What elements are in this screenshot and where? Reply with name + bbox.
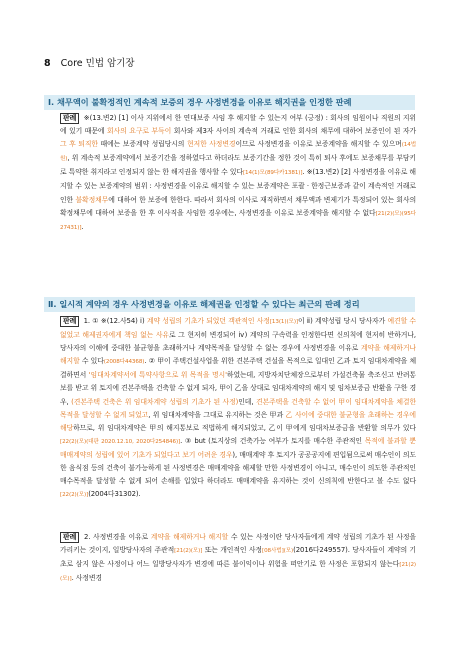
citation: [22(2)(모)] [60,492,89,499]
citation: (14법원) [60,142,417,163]
precedent-tag: 판례 [60,532,79,543]
text-segment: 1. ① ※(12.사54) ⅰ) [81,317,147,325]
text-segment: . ※(13.변2) [2] 사정변경을 이유로 해지할 수 있는 보증계약의 범위 : 사정변경을 이유로 해지할 수 있는 보증계약은 포괄 · 한정근보증과 같이 계속적인 거래로 인한 [60,168,416,204]
citation: [21(2)(모)(95다27431)] [60,210,416,231]
text-segment: 수 있다 [79,357,104,366]
text-segment: 2. 사정변경을 이유로 [81,533,151,541]
highlight: '임대차계약서에 특약사항으로 위 목적을 명시' [88,371,227,380]
precedent-tag: 판례 [60,316,79,327]
text-segment: . [81,222,84,231]
paragraph-3 [60,531,416,586]
text-segment: , 위 계속적 보증계약에서 보증기간을 정하였다고 하더라도 보증기간을 정한 것이 특히 퇴사 후에도 보증채무를 부담키로 특약한 취지라고 인정되지 않는 한 해지권을 행사할 수 있다 [60,154,416,177]
highlight: 견본주택을 건축할 수 없어 甲이 임대차계약을 체결한 목적을 달성할 수 없게 되었고 [60,397,416,419]
text-segment: 회사와 제3자 사이의 계속적 거래로 인한 회사의 채무에 대하여 보증인이 된 자가 [171,127,417,136]
citation: [14(1)모(89다카1381)] [242,170,303,177]
text-segment: 로 [168,331,179,340]
text-segment: (2016다249557). 당사자들이 계약의 기초로 삼지 않은 사정이나 어느 일방당사자가 변경에 따른 불이익이나 위험을 떠안기로 한 사정은 포함되지 않는다 [60,546,416,569]
precedent-tag: 판례 [60,113,79,124]
highlight: 회사의 요구로 부득이 [107,127,172,136]
text-segment: (2004다31302). [88,490,141,499]
page-header [44,55,135,69]
text-segment: . 사정변경 [71,574,102,583]
highlight: 乙 사이에 중대한 불균형을 초래하는 경우에 해당 [60,410,416,432]
text-segment: . ③ but (토지상의 건축가능 여부가 토지를 매수한 주관적인 [180,436,365,445]
text-segment: ※(13.변2) [1] 이사 지위에서 한 연대보증 사임 후 해지할 수 있는지 여부 (긍정) : 회사의 임원이나 직원의 지위에 있기 때문에 [60,114,416,136]
section-2-title: Ⅱ. 일시적 계약의 경우 사정변경을 이유로 해제권을 인정할 수 있다는 최근의 판례 정리 [44,297,415,312]
text-segment: 하므로, 위 임대차계약은 甲의 해지통보로 적법하게 해지되었고, 乙이 甲에게 임대차보증금을 반환할 의무가 있다 [73,423,416,432]
citation: [22(2)(모)(대판 2020.12.10, 2020다254846)] [60,438,181,445]
text-segment: 에 대하여 한 보증에 한한다. 따라서 회사의 이사로 재직하면서 채무액과 변제기가 특정되어 있는 회사의 확정채무에 대하여 보증을 한 후 이사직을 사임한 경우에는, 사정변경을 이유로 보증계약을 해지할 수 없다 [60,195,416,217]
section-1-title: Ⅰ. 채무액이 불확정적인 계속적 보증의 경우 사정변경을 이유로 해지권을 인정한 판례 [44,95,415,110]
citation: (2008다44368) [103,359,145,366]
citation: [13(1)(모)] [269,319,299,325]
paragraph-2 [60,315,416,502]
paragraph-1 [60,112,416,235]
book-title: Core 민법 암기장 [60,58,135,69]
highlight: 현저한 사정변경 [186,140,236,149]
highlight: 예견할 수 없었고 해제권자에게 책임 없는 사유 [60,317,416,340]
text-segment: 수 있는 사정이란 당사자들에게 계약 성립의 기초가 된 사정을 가리키는 것이지, 일방당사자의 주관적 [60,533,416,555]
citation: [21(2)(모)] [60,562,416,583]
text-segment: , 위 임대차계약을 그대로 유지하는 것은 甲과 [148,410,286,419]
highlight: 계약을 해제하거나 해지할 [150,533,229,541]
highlight: 계약 성립의 기초가 되었던 객관적인 사정 [146,317,270,325]
text-segment: 이므로 사정변경을 이유로 보증계약을 해지할 수 있으며 [235,140,402,149]
page-number: 8 [44,58,51,69]
text-segment: ), 매매계약 후 토지가 공공공지에 편입됨으로써 매수인이 의도한 음식점 등의 건축이 불가능하게 된 사정변경은 매매계약을 해제할 만한 사정변경이 아니고, 매수인이 의도한 주관적인 매수목적을 달성할 수 없게 되어 손해를 입었다 하더라도 매매계약을 유지하는 것이 신의칙에 반한다고 볼 수도 없다 [60,450,417,486]
highlight: 목적에 불과할 뿐 매매계약의 성립에 있어 기초가 되었다고 보기 어려운 경우 [60,436,416,459]
citation: [08사법](모) [261,548,294,555]
text-segment: 인데, [238,397,256,406]
text-segment: 하였는데, 지방자치단체장으로부터 가설건축물 축조신고 반려통보를 받고 위 토지에 견본주택을 건축할 수 없게 되자, 甲이 乙을 상대로 임대차계약의 해지 및 임차보증금 반환을 구한 경우, [60,371,416,406]
text-segment: 그 현저히 변경되어 ⅳ) 계약의 구속력을 인정한다면 신의칙에 현저히 반하거나, 당사자의 이해에 중대한 불균형을 초래하거나 계약목적을 달성할 수 없는 경우에 사정변경을 이유로 [60,331,416,353]
text-segment: . ② 甲이 주택건설사업을 위한 견본주택 건설을 목적으로 일대인 乙과 토지 임대차계약을 체결하면서 [60,357,416,380]
highlight: 불확정채무 [75,195,109,204]
highlight: 계약을 해제하거나 해지할 [60,344,416,366]
highlight: (견본주택 건축은 위 임대차계약 성립의 기초가 된 사정) [71,397,239,406]
text-segment: 이 ⅱ) 계약성립 당시 당사자가 [298,317,388,325]
citation: [21(2)(모)] [174,548,203,555]
text-segment: 때에는 보증계약 성립당시의 [97,140,187,149]
highlight: 그 후 퇴직한 [60,140,98,149]
text-segment: 또는 개인적인 사정 [202,546,262,555]
